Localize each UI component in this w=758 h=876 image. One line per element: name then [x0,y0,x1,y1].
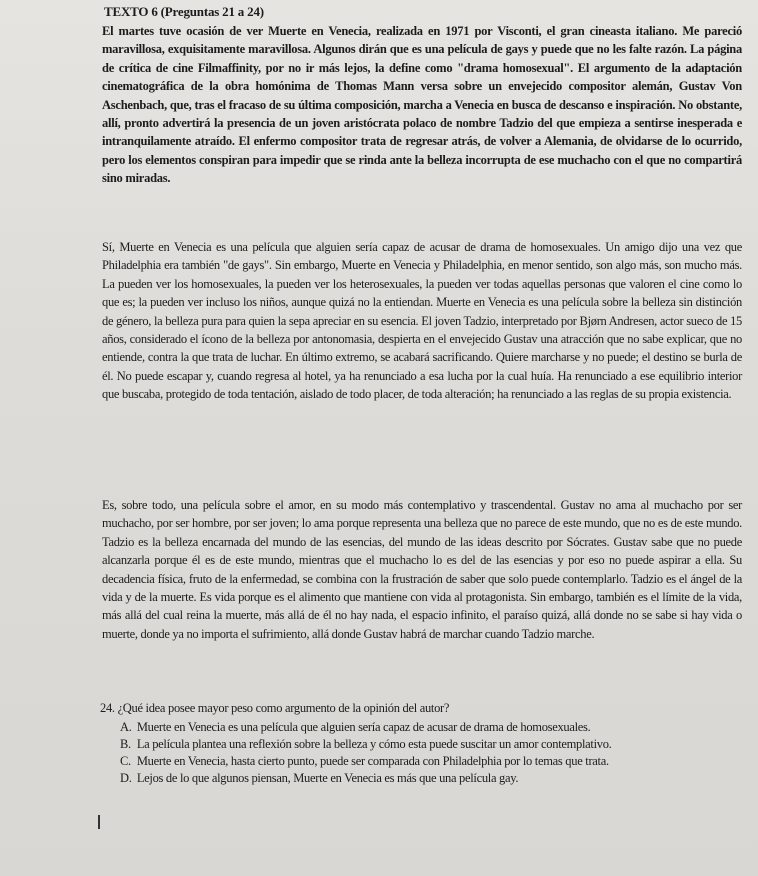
option-text: Lejos de lo que algunos piensan, Muerte en Venecia es más que una película gay. [136,771,519,785]
option-text: Muerte en Venecia, hasta cierto punto, puede ser comparada con Philadelphia por lo temas que trata. [136,754,609,768]
paragraph-2: Sí, Muerte en Venecia es una película que alguien sería capaz de acusar de drama de homosexuales. Un amigo dijo una vez que Philadelphia era también "de gays". Sin embargo, Muerte en Venecia y Philadelphia, en menor sentido, son algo más, son mucho más. La pueden ver los homosexuales, la pueden ver los heterosexuales, la pueden ver todas aquellas personas que valoren el cine como lo que es; la pueden ver incluso los niños, aunque quizá no la entiendan. Muerte en Venecia es una película sobre la belleza sin distinción de género, la belleza pura para quien la sepa apreciar en su esencia. El joven Tadzio, interpretado por Bjørn Andresen, actor sueco de 15 años, considerado el ícono de la belleza por antonomasia, despierta en el envejecido Gustav una atracción que no sabe explicar, que no entiende, contra la que trata de luchar. En último extremo, se acabará sacrificando. Quiere marcharse y no puede; el destino se burla de él. No puede escapar y, cuando regresa al hotel, ya ha renunciado a esa lucha por la cual huía. Ha renunciado a ese equilibrio interior que buscaba, protegido de toda tentación, aislado de todo placer, de toda alteración; ha renunciado a las reglas de su propia existencia. [102,240,742,402]
option-letter: A. [120,720,132,734]
question-stem [100,700,740,717]
option-letter: B. [120,737,131,751]
option-text: Muerte en Venecia es una película que alguien sería capaz de acusar de drama de homosexuales. [136,720,591,734]
option-c[interactable] [120,753,740,770]
option-a[interactable] [120,719,740,736]
option-text: La película plantea una reflexión sobre la belleza y cómo esta puede suscitar un amor contemplativo. [136,737,612,751]
answer-options [100,719,740,787]
pencil-mark [98,815,100,829]
option-d[interactable] [120,770,740,787]
paragraph-3: Es, sobre todo, una película sobre el amor, en su modo más contemplativo y trascendental. Gustav no ama al muchacho por ser muchacho, por ser hombre, por ser joven; lo ama porque representa una belleza que no parece de este mundo, que no es de este mundo. Tadzio es la belleza encarnada del mundo de las esencias, del mundo de las ideas descrito por Sócrates. Gustav sabe que no puede alcanzarla porque él es de este mundo, mientras que el muchacho lo es del de las esencias y por eso no puede aspirar a ella. Su decadencia física, fruto de la enfermedad, se combina con la frustración de saber que solo puede contemplarlo. Tadzio es el ángel de la vida y de la muerte. Es vida porque es el alimento que mantiene con vida al protagonista. Sin embargo, también es el límite de la vida, más allá del cual reina la muerte, más allá de él no hay nada, el espacio infinito, el paraíso quizá, allá donde no se sabe si hay vida o muerte, donde ya no importa el sufrimiento, allá donde Gustav habrá de marchar cuando Tadzio marche. [102,498,742,641]
question-24 [100,700,740,787]
option-letter: C. [120,754,131,768]
option-b[interactable] [120,736,740,753]
option-letter: D. [120,771,132,785]
paragraph-1: El martes tuve ocasión de ver Muerte en Venecia, realizada en 1971 por Visconti, el gran cineasta italiano. Me pareció maravillosa, exquisitamente maravillosa. Algunos dirán que es una película de gays y puede que no les falte razón. La página de crítica de cine Filmaffinity, por no ir más lejos, la define como "drama homosexual". El argumento de la adaptación cinematográfica de la obra homónima de Thomas Mann versa sobre un envejecido compositor alemán, Gustav Von Aschenbach, que, tras el fracaso de su última composición, marcha a Venecia en busca de descanso e inspiración. No obstante, allí, pronto advertirá la presencia de un joven aristócrata polaco de nombre Tadzio del que empieza a sentirse inesperada e intranquilamente atraído. El enfermo compositor trata de regresar atrás, de volver a Alemania, de olvidarse de lo ocurrido, pero los elementos conspiran para impedir que se rinda ante la belleza incorrupta de ese muchacho con el que no compartirá sino miradas. [102,24,742,186]
question-number: 24. [100,701,115,715]
text-heading: TEXTO 6 (Preguntas 21 a 24) [104,4,264,19]
question-text: ¿Qué idea posee mayor peso como argumento de la opinión del autor? [117,701,450,715]
